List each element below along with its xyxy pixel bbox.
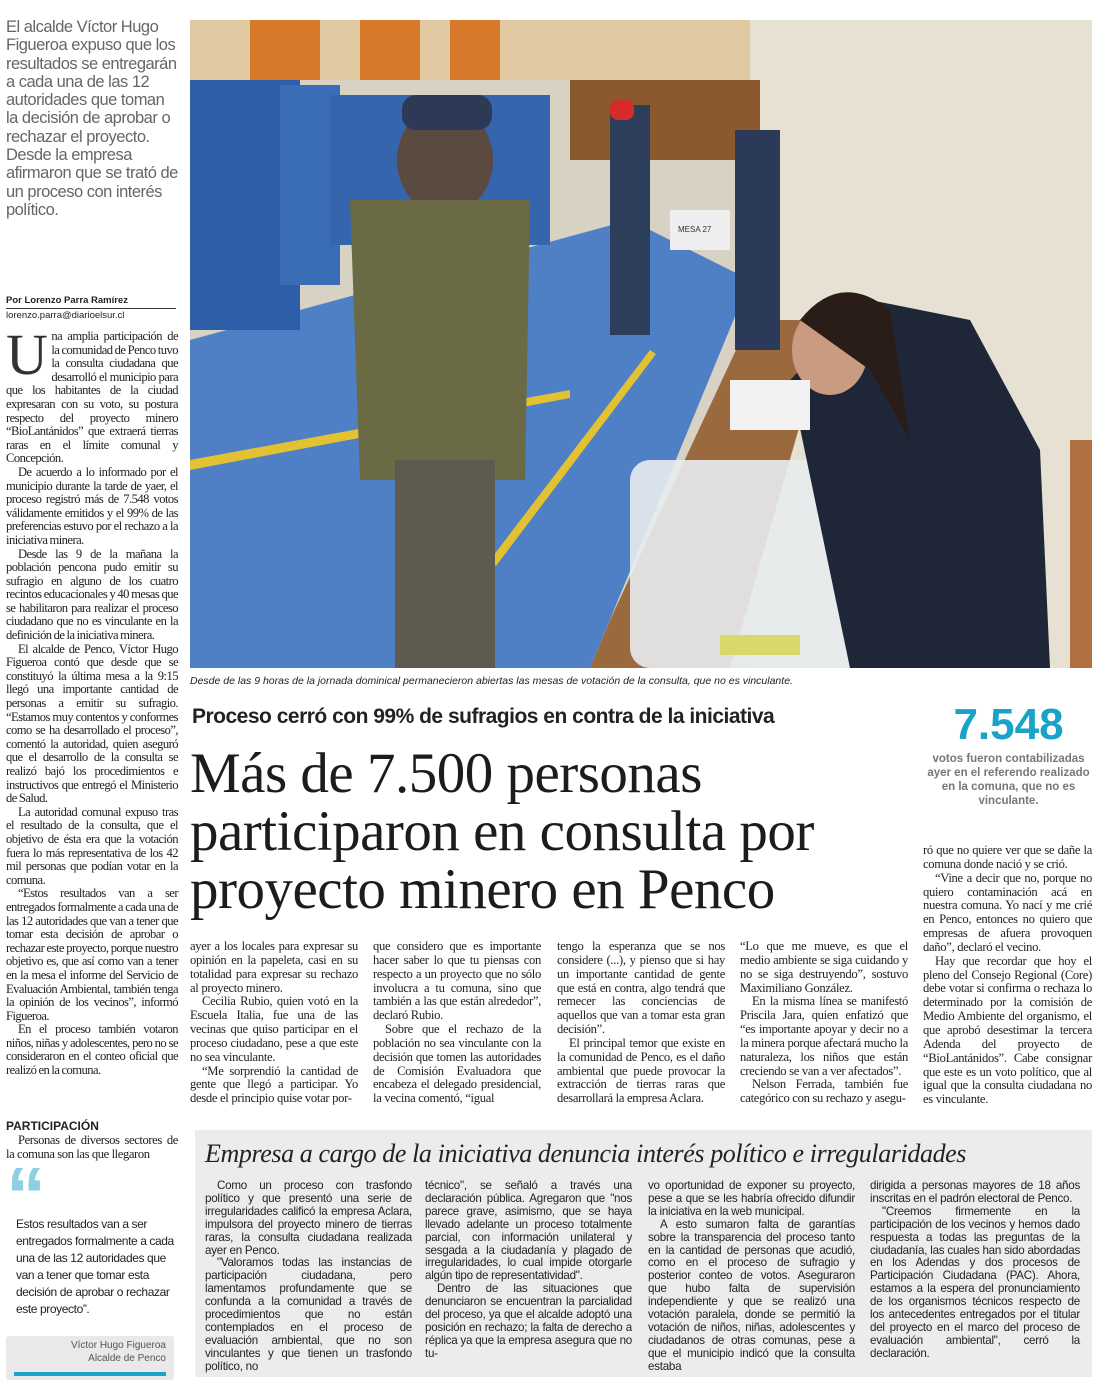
paragraph: De acuerdo a lo informado por el municipio durante la tarde de yaer, el proceso registró más de 7.548 votos válidamente emitidos y el 99% de las preferencias estuvo por el rechazo a la iniciativa minera.: [6, 464, 178, 547]
paragraph: “Estos resultados van a ser entregados formalmente a cada una de las 12 autoridades que van a tener que tomar esta decisión de aprobar o rechazar este proyecto, porque nuestro objetivo es, que así como van a tener en la mesa el informe del Servicio de Evaluación Ambiental, también tenga la opinión de los vecinos”, informó Figueroa.: [6, 886, 178, 1023]
paragraph: vo oportunidad de exponer su proyecto, pese a que se les habría ofrecido difundir la iniciativa en la web municipal.: [648, 1179, 855, 1218]
paragraph: Hay que recordar que hoy el pleno del Consejo Regional (Core) debe votar si confirma o rechaza lo determinado por la comisión de Medio Ambiente del organismo, el que aprobó desestimar la tercera Adenda del proyecto de “BioLantánidos”. Cabe consignar que este es un voto político, que al igual que la consulta ciudadana no es vinculante.: [923, 953, 1092, 1107]
stat-number: 7.548: [953, 700, 1064, 749]
paragraph: La autoridad comunal expuso tras el resultado de la consulta, que el objetivo de ésta era que la votación fuera lo más representativa de los 42 mil personas que podían votar en la comuna.: [6, 804, 178, 887]
pull-quote: Estos resultados van a ser entregados formalmente a cada una de las 12 autoridades que van a tener que tomar esta decisión de aprobar o rechazar este proyecto”.: [16, 1217, 174, 1316]
paragraph: "Valoramos todas las instancias de participación ciudadana, pero lamentamos profundamente que se confunda a la comunidad a través de procedimientos que no están contemplados en el proceso de evaluación ambiental, que no son vinculantes y que tienen un trasfondo político, no: [205, 1256, 412, 1373]
paragraph: tengo la esperanza que se nos considere (...), y pienso que si hay un importante cantidad de gente que está en contra, algo tendrá que remecer las conciencias de aquellos que van a tomar esta gran decisión”.: [557, 939, 725, 1037]
box-column-1: [205, 1180, 412, 1374]
quote-mark-icon: “: [6, 1151, 46, 1240]
paragraph: A esto sumaron falta de garantías sobre la transparencia del proceso tanto en la cantidad de personas que acudió, como en el proceso de sufragio y posterior conteo de votos. Aseguraron que hubo falta de supervisión independiente y que se realizó una votación paralela, donde se permitió la votación de niños, niñas, adolescentes y ciudadanos de otras comunas, pese a que el municipio indicó que la consulta estaba: [648, 1217, 855, 1373]
paragraph: ró que no quiere ver que se dañe la comuna donde nació y se crió.: [923, 843, 1092, 871]
left-column-text: [6, 322, 178, 1078]
photo-caption: Desde de las 9 horas de la jornada dominical permanecieron abiertas las mesas de votación de la consulta, que no es vinculante.: [190, 675, 793, 687]
paragraph: Como un proceso con trasfondo político y que presentó una serie de irregularidades calificó la empresa Aclara, impulsora del proyecto minero de tierras raras, la consulta ciudadana realizada ayer en Penco.: [205, 1179, 412, 1257]
drop-cap: U: [6, 322, 48, 387]
body-column-5: [923, 844, 1092, 1107]
sidebar-heading: PARTICIPACIÓN: [6, 1119, 99, 1133]
paragraph: Desde las 9 de la mañana la población pencona pudo emitir su sufragio en alguno de los cuatro recintos educacionales y 40 mesas que se habilitaron para realizar el proceso ciudadano que no es vinculante en la definición de la iniciativa minera.: [6, 546, 178, 643]
box-column-3: [648, 1180, 855, 1374]
paragraph: “Me sorprendió la cantidad de gente que llegó a participar. Yo desde el principio quise votar por-: [190, 1063, 358, 1106]
box-title: Empresa a cargo de la iniciativa denuncia interés político e irregularidades: [205, 1139, 967, 1168]
paragraph: que considero que es importante hacer saber lo que tu piensas con respecto a un proyecto que no sólo involucra a tu comuna, sino que también a las que están alrededor”, declaró Rubio.: [373, 939, 541, 1023]
news-photo: [190, 20, 1092, 668]
box-column-4: [870, 1180, 1080, 1361]
paragraph: “Vine a decir que no, porque no quiero contaminación acá en nuestra comuna. Yo nací y me crié en Penco, entonces no quiero que empresas de afuera provoquen daño”, declaró el vecino.: [923, 870, 1092, 954]
paragraph: El alcalde de Penco, Víctor Hugo Figueroa contó que desde que se constituyó la última mesa a la 9:15 llegó una importante cantidad de personas a emitir su sufragio. “Estamos muy contentos y conformes como se ha desarrollado el proceso”, comentó la autoridad, quien aseguró que el desarrollo de la consulta se realizó bajó los procedimientos e instructivos que entregó el Ministerio de Salud.: [6, 641, 178, 806]
stat-text: votos fueron contabilizadas ayer en el referendo realizado en la comuna, que no es vinculante.: [927, 753, 1090, 807]
quote-author: Víctor Hugo Figueroa: [70, 1340, 166, 1351]
paragraph: Dentro de las situaciones que denunciaron se encuentran la parcialidad del proceso, ya que el alcalde adoptó una posición en rechazo; la falta de derecho a réplica ya que la empresa asegura que no tu-: [425, 1282, 632, 1360]
paragraph: dirigida a personas mayores de 18 años inscritas en el padrón electoral de Penco.: [870, 1179, 1080, 1205]
body-column-4: [740, 940, 908, 1106]
photo-sign: MESA 27: [678, 225, 712, 234]
body-column-2: [373, 940, 541, 1106]
byline: Por Lorenzo Parra Ramírez: [6, 295, 176, 309]
lead-summary: El alcalde Víctor Hugo Figueroa expuso que los resultados se entregarán a cada una de las 12 autoridades que toman la decisión de aprobar o rechazar el proyecto. Desde la empresa afirmaron que se trató de un proceso con interés político.: [6, 18, 178, 219]
paragraph: En el proceso también votaron niños, niñas y adolescentes, pero no se consideraron en el conteo oficial que realizó en la comuna.: [6, 1022, 178, 1078]
author-email[interactable]: lorenzo.parra@diarioelsur.cl: [6, 310, 125, 321]
sidebar-text: Personas de diversos sectores de la comuna son las que llegaron: [6, 1133, 178, 1161]
paragraph: técnico", se señaló a través una declaración pública. Agregaron que "nos parece grave, asimismo, que se haya llevado adelante un proceso totalmente parcial, con información unilateral y sesgada a la ciudadanía y plagado de irregularidades, lo cual impide otorgarle algún tipo de representatividad".: [425, 1179, 632, 1283]
paragraph: Nelson Ferrada, también fue categórico con su rechazo y asegu-: [740, 1077, 908, 1106]
paragraph: “Lo que me mueve, es que el medio ambiente se siga cuidando y no se siga destruyendo”, sostuvo Maximiliano González.: [740, 939, 908, 995]
paragraph: El principal temor que existe en la comunidad de Penco, es el daño ambiental que puede provocar la extracción de tierras raras que desarrollará la empresa Aclara.: [557, 1035, 725, 1106]
paragraph: En la misma línea se manifestó Priscila Jara, quien enfatizó que “es importante apoyar y decir no a la minera porque afectará mucho la naturaleza, los niños que están creciendo se van a ver afectados”.: [740, 994, 908, 1078]
headline: Más de 7.500 personas participaron en consulta por proyecto minero en Penco: [190, 742, 814, 921]
quote-role: Alcalde de Penco: [88, 1353, 166, 1364]
voting-scene-photo: [190, 20, 1092, 668]
box-column-2: [425, 1180, 632, 1361]
paragraph: Cecilia Rubio, quien votó en la Escuela Italia, fue una de las vecinas que quiso participar en el proceso ciudadano, pese a que este no sea vinculante.: [190, 994, 358, 1064]
paragraph: na amplia participación de la comunidad de Penco tuvo la consulta ciudadana que desarrolló el municipio para que los habitantes de la ciudad expresaran con su voto, su postura respecto del proyecto minero “BioLantánidos” que extraerá tierras raras en el límite comunal y Concepción.: [6, 329, 178, 466]
paragraph: "Creemos firmemente en la participación de los vecinos y hemos dado respuesta a todas las preguntas de la ciudadanía, las cuales han sido abordadas en los Adendas y dos procesos de Participación Ciudadana (PAC). Ahora, estamos a la espera del pronunciamiento de los organismos técnicos respecto de los antecedentes entregados por el titular del proyecto en el marco del proceso de evaluación ambiental", cerró la declaración.: [870, 1204, 1080, 1360]
quote-attribution: [6, 1339, 166, 1365]
body-column-1: [190, 940, 358, 1106]
paragraph: Sobre que el rechazo de la población no sea vinculante con la decisión que tomen las autoridades de Comisión Evaluadora que encabeza el delegado presidencial, la vecina comentó, “igual: [373, 1022, 541, 1106]
paragraph: ayer a los locales para expresar su opinión en la papeleta, casi en su totalidad para expresar su rechazo al proyecto minero.: [190, 939, 358, 995]
body-column-3: [557, 940, 725, 1106]
accent-bar: [14, 1372, 166, 1376]
kicker: Proceso cerró con 99% de sufragios en contra de la iniciativa: [192, 705, 775, 728]
